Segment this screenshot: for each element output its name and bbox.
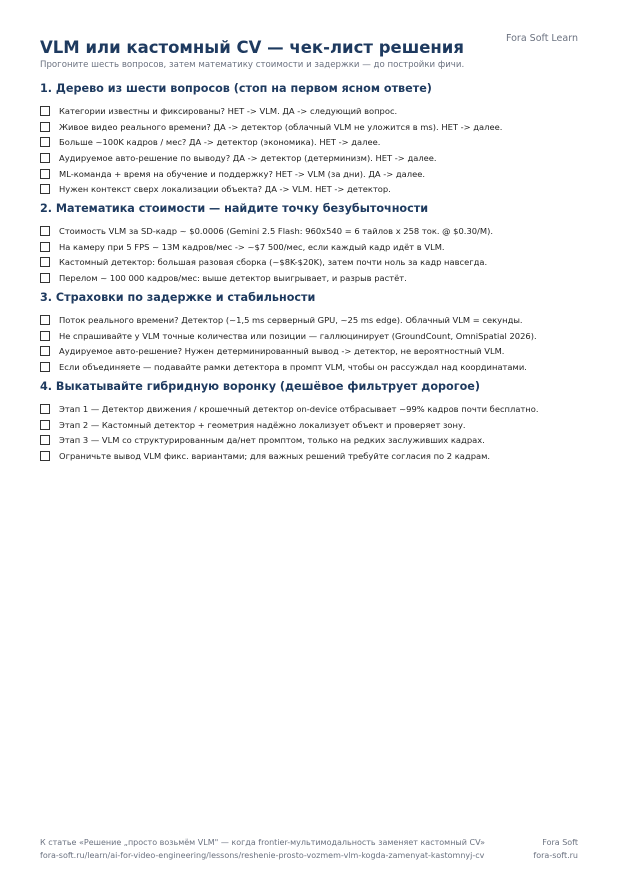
- checklist-item[interactable]: [40, 432, 580, 448]
- page-title: VLM или кастомный CV — чек-лист решения: [40, 38, 464, 57]
- checkbox[interactable]: [40, 122, 50, 132]
- checklist-item[interactable]: [40, 359, 580, 375]
- checklist-item[interactable]: [40, 417, 580, 433]
- section-heading: 4. Выкатывайте гибридную воронку (дешёвое фильтрует дорогое): [40, 380, 480, 393]
- item-text: Поток реального времени? Детектор (~1,5 ms серверный GPU, ~25 ms edge). Облачный VLM = секунды.: [59, 314, 523, 325]
- item-text: Категории известны и фиксированы? НЕТ -> VLM. ДА -> следующий вопрос.: [59, 105, 398, 116]
- footer-company: [533, 836, 578, 862]
- checklist-item[interactable]: [40, 119, 580, 135]
- section-hybrid-funnel: [40, 379, 580, 464]
- item-text: Аудируемое авто-решение? Нужен детерминированный вывод -> детектор, не вероятностный VLM.: [59, 346, 505, 357]
- checklist-item[interactable]: [40, 401, 580, 417]
- item-text: На камеру при 5 FPS ~ 13M кадров/мес -> ~$7 500/мес, если каждый кадр идёт в VLM.: [59, 241, 445, 252]
- brand-label: Fora Soft Learn: [505, 33, 578, 44]
- checkbox[interactable]: [40, 451, 50, 461]
- footer-url-link[interactable]: fora-soft.ru/learn/ai-for-video-engineering/lessons/reshenie-prosto-vozmem-vlm-kogda-zamenyat-kastomnyj-cv: [40, 851, 485, 860]
- checkbox[interactable]: [40, 273, 50, 283]
- section-heading: 2. Математика стоимости — найдите точку безубыточности: [40, 202, 429, 215]
- checklist-item[interactable]: [40, 239, 580, 255]
- item-text: Кастомный детектор: большая разовая сборка (~$8K-$20K), затем почти ноль за кадр навсегда.: [59, 257, 488, 268]
- footer-source: [40, 836, 485, 862]
- section-cost-math: [40, 201, 580, 286]
- item-text: Этап 3 — VLM со структурированным да/нет промптом, только на редких заслуживших кадрах.: [59, 435, 485, 446]
- item-text: Нужен контекст сверх локализации объекта? ДА -> VLM. НЕТ -> детектор.: [59, 184, 391, 195]
- section-decision-tree: [40, 81, 580, 197]
- item-text: Живое видео реального времени? ДА -> детектор (облачный VLM не уложится в ms). НЕТ -> далее.: [59, 121, 503, 132]
- item-text: Не спрашивайте у VLM точные количества или позиции — галлюцинирует (GroundCount, OmniSpatial 2026).: [59, 330, 537, 341]
- item-text: Перелом ~ 100 000 кадров/мес: выше детектор выигрывает, и разрыв растёт.: [59, 272, 407, 283]
- checklist-item[interactable]: [40, 181, 580, 197]
- footer-site-link[interactable]: fora-soft.ru: [533, 851, 578, 860]
- item-text: Если объединяете — подавайте рамки детектора в промпт VLM, чтобы он рассуждал над координатами.: [59, 361, 527, 372]
- page-subtitle: Прогоните шесть вопросов, затем математику стоимости и задержки — до постройки фичи.: [40, 60, 465, 70]
- checkbox[interactable]: [40, 362, 50, 372]
- checklist-item[interactable]: [40, 103, 580, 119]
- checklist-item[interactable]: [40, 254, 580, 270]
- checklist-item[interactable]: [40, 328, 580, 344]
- checklist-item[interactable]: [40, 343, 580, 359]
- checkbox[interactable]: [40, 435, 50, 445]
- checklist-item[interactable]: [40, 270, 580, 286]
- checkbox[interactable]: [40, 242, 50, 252]
- checklist-item[interactable]: [40, 150, 580, 166]
- section-heading: 1. Дерево из шести вопросов (стоп на первом ясном ответе): [40, 82, 432, 95]
- checklist-item[interactable]: [40, 134, 580, 150]
- item-text: Больше ~100K кадров / мес? ДА -> детектор (экономика). НЕТ -> далее.: [59, 137, 381, 148]
- checkbox[interactable]: [40, 184, 50, 194]
- section-heading: 3. Страховки по задержке и стабильности: [40, 291, 316, 304]
- footer-article-line: К статье «Решение „просто возьмём VLM" — когда frontier-мультимодальность заменяет кастомный CV»: [40, 838, 485, 847]
- checklist-item[interactable]: [40, 223, 580, 239]
- checkbox[interactable]: [40, 315, 50, 325]
- item-text: Стоимость VLM за SD-кадр ~ $0.0006 (Gemini 2.5 Flash: 960x540 = 6 тайлов x 258 ток. @ $0.30/M).: [59, 225, 493, 236]
- item-text: Этап 2 — Кастомный детектор + геометрия надёжно локализует объект и проверяет зону.: [59, 419, 466, 430]
- checklist-item[interactable]: [40, 448, 580, 464]
- checkbox[interactable]: [40, 169, 50, 179]
- checkbox[interactable]: [40, 106, 50, 116]
- checkbox[interactable]: [40, 331, 50, 341]
- checkbox[interactable]: [40, 153, 50, 163]
- checkbox[interactable]: [40, 346, 50, 356]
- checkbox[interactable]: [40, 137, 50, 147]
- item-text: ML-команда + время на обучение и поддержку? НЕТ -> VLM (за дни). ДА -> далее.: [59, 168, 426, 179]
- checklist-item[interactable]: [40, 166, 580, 182]
- checkbox[interactable]: [40, 226, 50, 236]
- footer-company-name: Fora Soft: [542, 838, 578, 847]
- section-latency-safeguards: [40, 290, 580, 375]
- checkbox[interactable]: [40, 420, 50, 430]
- checkbox[interactable]: [40, 257, 50, 267]
- item-text: Ограничьте вывод VLM фикс. вариантами; для важных решений требуйте согласия по 2 кадрам.: [59, 450, 491, 461]
- checkbox[interactable]: [40, 404, 50, 414]
- checklist-item[interactable]: [40, 312, 580, 328]
- item-text: Этап 1 — Детектор движения / крошечный детектор on-device отбрасывает ~99% кадров почти бесплатно.: [59, 403, 539, 414]
- item-text: Аудируемое авто-решение по выводу? ДА -> детектор (детерминизм). НЕТ -> далее.: [59, 152, 437, 163]
